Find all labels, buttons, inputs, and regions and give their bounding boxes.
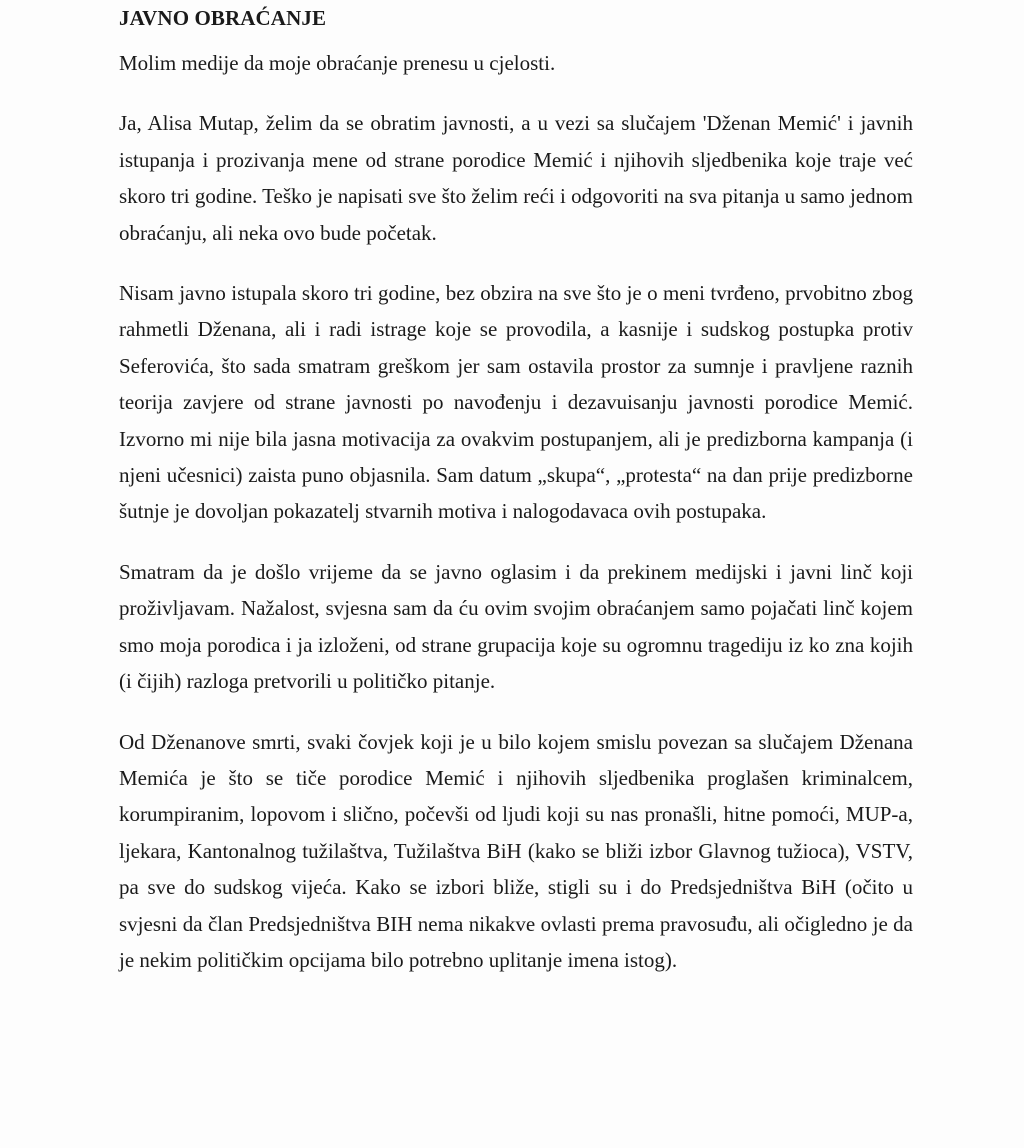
- document-title: JAVNO OBRAĆANJE: [119, 6, 327, 30]
- paragraph-accusations: Od Dženanove smrti, svaki čovjek koji je u bilo kojem smislu povezan sa slučajem Dženana Memića je što se tiče porodice Memić i njihovih sljedbenika proglašen kriminalcem, korumpiranim, lopovom i slično, počevši od ljudi koji su nas pronašli, hitne pomoći, MUP-a, ljekara, Kantonalnog tužilaštva, Tužilaštva BiH (kako se bliži izbor Glavnog tužioca), VSTV, pa sve do sudskog vijeća. Kako se izbori bliže, stigli su i do Predsjedništva BiH (očito u svjesni da član Predsjedništva BIH nema nikakve ovlasti prema pravosuđu, ali očigledno je da je nekim političkim opcijama bilo potrebno uplitanje imena istog).: [119, 729, 913, 972]
- paragraph-request: Molim medije da moje obraćanje prenesu u cjelosti.: [119, 51, 556, 75]
- paragraph-silence: Nisam javno istupala skoro tri godine, bez obzira na sve što je o meni tvrđeno, prvobitno zbog rahmetli Dženana, ali i radi istrage koje se provodila, a kasnije i sudskog postupka protiv Seferovića, što sada smatram greškom jer sam ostavila prostor za sumnje i pravljene raznih teorija zavjere od strane javnosti po navođenju i dezavuisanju javnosti porodice Memić. Izvorno mi nije bila jasna motivacija za ovakvim postupanjem, ali je predizborna kampanja (i njeni učesnici) zaista puno objasnila. Sam datum „skupa“, „protesta“ na dan prije predizborne šutnje je dovoljan pokazatelj stvarnih motiva i nalogodavaca ovih postupaka.: [119, 281, 913, 524]
- document-body: [119, 2, 913, 978]
- paragraph-lynch: Smatram da je došlo vrijeme da se javno oglasim i da prekinem medijski i javni linč koji proživljavam. Nažalost, svjesna sam da ću ovim svojim obraćanjem samo pojačati linč kojem smo moja porodica i ja izloženi, od strane grupacija koje su ogromnu tragediju iz ko zna kojih (i čijih) razloga pretvorili u političko pitanje.: [119, 559, 913, 694]
- paragraph-introduction: Ja, Alisa Mutap, želim da se obratim javnosti, a u vezi sa slučajem 'Dženan Memić' i javnih istupanja i prozivanja mene od strane porodice Memić i njihovih sljedbenika koje traje već skoro tri godine. Teško je napisati sve što želim reći i odgovoriti na sva pitanja u samo jednom obraćanju, ali neka ovo bude početak.: [119, 111, 913, 245]
